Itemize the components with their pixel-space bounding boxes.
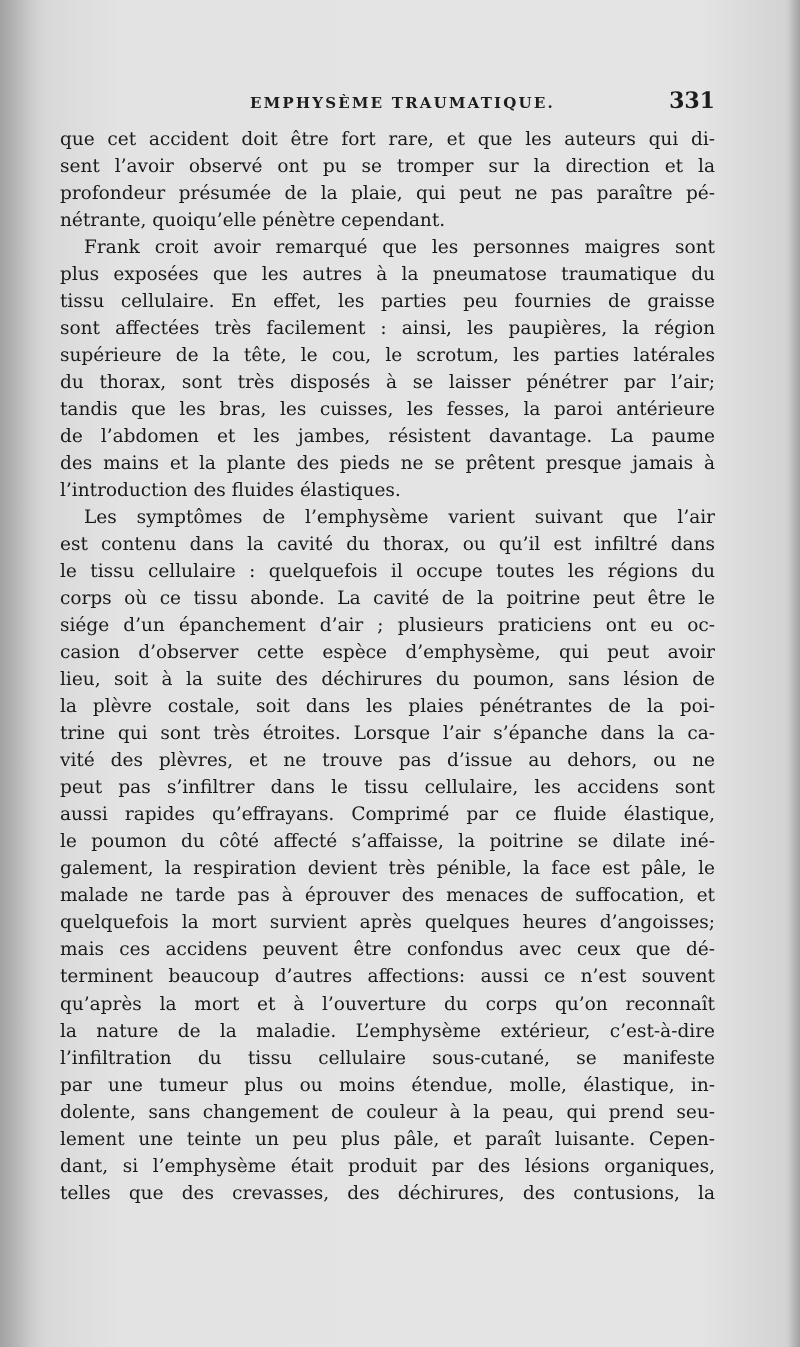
- text-line: vité des plèvres, et ne trouve pas d’issue au dehors, ou ne: [60, 750, 715, 772]
- text-line: dant, si l’emphysème était produit par des lésions organiques,: [60, 1155, 715, 1177]
- text-line: lement une teinte un peu plus pâle, et paraît luisante. Cepen-: [60, 1128, 715, 1150]
- text-line: du thorax, sont très disposés à se laisser pénétrer par l’air;: [60, 372, 715, 394]
- text-line: la nature de la maladie. L’emphysème extérieur, c’est-à-dire: [60, 1020, 715, 1042]
- text-line: de l’abdomen et les jambes, résistent davantage. La paume: [60, 426, 715, 448]
- text-line: lieu, soit à la suite des déchirures du poumon, sans lésion de: [60, 669, 715, 691]
- text-line: mais ces accidens peuvent être confondus avec ceux que dé-: [60, 939, 715, 961]
- text-line: casion d’observer cette espèce d’emphysème, qui peut avoir: [60, 642, 715, 664]
- text-line: dolente, sans changement de couleur à la peau, qui prend seu-: [60, 1101, 715, 1123]
- text-line: qu’après la mort et à l’ouverture du corps qu’on reconnaît: [60, 993, 715, 1015]
- text-line: nétrante, quoiqu’elle pénètre cependant.: [60, 210, 446, 232]
- page-number: 331: [669, 88, 715, 114]
- body-text: [60, 126, 715, 1207]
- text-line: quelquefois la mort survient après quelques heures d’angoisses;: [60, 912, 715, 934]
- text-line: galement, la respiration devient très pénible, la face est pâle, le: [60, 858, 715, 880]
- text-line: trine qui sont très étroites. Lorsque l’air s’épanche dans la ca-: [60, 723, 715, 745]
- text-line: est contenu dans la cavité du thorax, ou qu’il est infiltré dans: [60, 534, 715, 556]
- text-line: Les symptômes de l’emphysème varient suivant que l’air: [84, 507, 715, 529]
- text-line: la plèvre costale, soit dans les plaies pénétrantes de la poi-: [60, 696, 715, 718]
- text-line: le poumon du côté affecté s’affaisse, la poitrine se dilate iné-: [60, 831, 715, 853]
- text-line: l’infiltration du tissu cellulaire sous-cutané, se manifeste: [60, 1047, 715, 1069]
- text-line: le tissu cellulaire : quelquefois il occupe toutes les régions du: [60, 561, 715, 583]
- text-line: par une tumeur plus ou moins étendue, molle, élastique, in-: [60, 1074, 715, 1096]
- text-line: aussi rapides qu’effrayans. Comprimé par ce fluide élastique,: [60, 804, 715, 826]
- text-line: tissu cellulaire. En effet, les parties peu fournies de graisse: [60, 291, 715, 313]
- text-line: sent l’avoir observé ont pu se tromper sur la direction et la: [60, 156, 715, 178]
- text-line: l’introduction des fluides élastiques.: [60, 480, 401, 502]
- text-line: sont affectées très facilement : ainsi, les paupières, la région: [60, 318, 715, 340]
- text-line: siége d’un épanchement d’air ; plusieurs praticiens ont eu oc-: [60, 615, 715, 637]
- page-header: [60, 88, 715, 122]
- text-line: malade ne tarde pas à éprouver des menaces de suffocation, et: [60, 885, 715, 907]
- text-line: supérieure de la tête, le cou, le scrotum, les parties latérales: [60, 345, 715, 367]
- text-line: terminent beaucoup d’autres affections: aussi ce n’est souvent: [60, 966, 715, 988]
- text-line: corps où ce tissu abonde. La cavité de la poitrine peut être le: [60, 588, 715, 610]
- text-line: telles que des crevasses, des déchirures, des contusions, la: [60, 1182, 715, 1204]
- page-edge-shadow: [786, 0, 800, 1347]
- text-line: profondeur présumée de la plaie, qui peut ne pas paraître pé-: [60, 183, 715, 205]
- text-line: que cet accident doit être fort rare, et que les auteurs qui di-: [60, 129, 715, 150]
- text-line: peut pas s’infiltrer dans le tissu cellulaire, les accidens sont: [60, 777, 715, 799]
- text-line: Frank croit avoir remarqué que les personnes maigres sont: [84, 237, 715, 259]
- running-head: EMPHYSÈME TRAUMATIQUE.: [250, 94, 555, 112]
- text-line: tandis que les bras, les cuisses, les fesses, la paroi antérieure: [60, 399, 715, 421]
- text-line: plus exposées que les autres à la pneumatose traumatique du: [60, 264, 715, 286]
- text-line: des mains et la plante des pieds ne se prêtent presque jamais à: [60, 453, 715, 475]
- binding-gutter-shadow: [0, 0, 46, 1347]
